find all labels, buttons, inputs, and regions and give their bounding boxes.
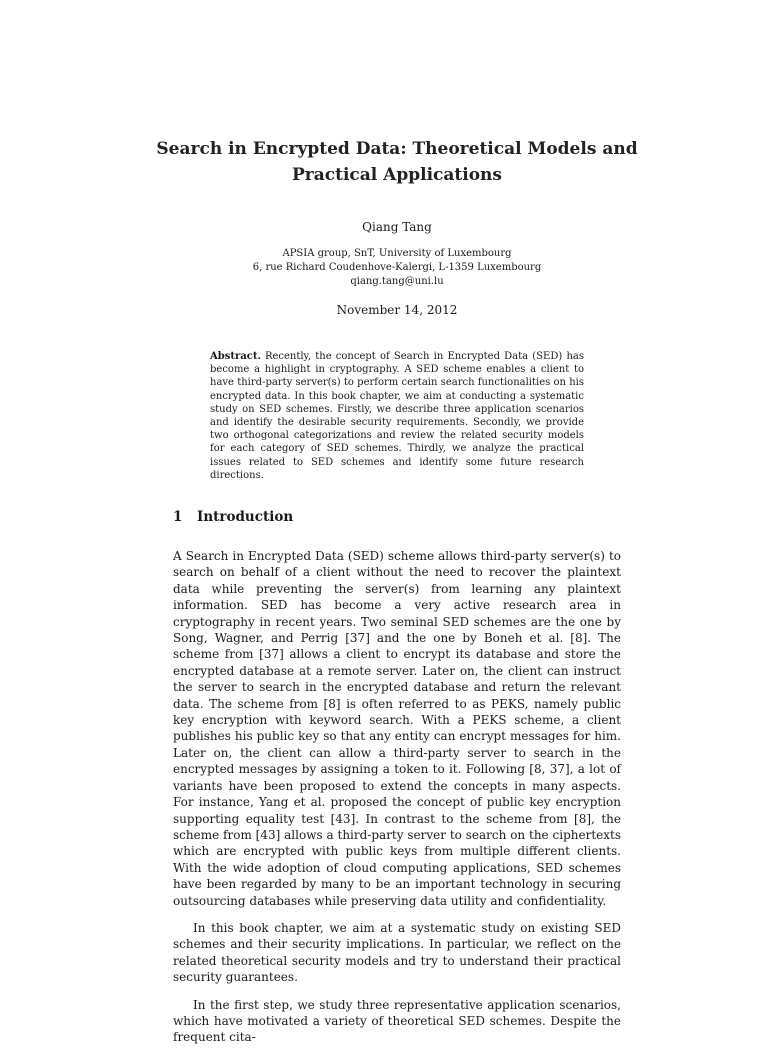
- section-number: 1: [173, 509, 183, 525]
- paper-title: Search in Encrypted Data: Theoretical Models and Practical Applications: [156, 139, 638, 185]
- abstract-label: Abstract.: [210, 351, 261, 362]
- author-affiliation: [0, 247, 768, 289]
- affiliation-address: 6, rue Richard Coudenhove-Kalergi, L-1359 Luxembourg: [252, 262, 542, 273]
- section-title: Introduction: [197, 509, 294, 525]
- section-heading: [173, 508, 293, 526]
- body-paragraph: A Search in Encrypted Data (SED) scheme allows third-party server(s) to search on behalf of a client without the need to recover the plaintext data while preventing the server(s) from learning any plaintext information. SED has become a very active research area in cryptography in recent years. Two seminal SED schemes are the one by Song, Wagner, and Perrig [37] and the one by Boneh et al. [8]. The scheme from [37] allows a client to encrypt its database and store the encrypted database at a remote server. Later on, the client can instruct the server to search in the encrypted database and return the relevant data. The scheme from [8] is often referred to as PEKS, namely public key encryption with keyword search. With a PEKS scheme, a client publishes his public key so that any entity can encrypt messages for him. Later on, the client can allow a third-party server to search in the encrypted messages by assigning a token to it. Following [8, 37], a lot of variants have been proposed to extend the concepts in many aspects. For instance, Yang et al. proposed the concept of public key encryption supporting equality test [43]. In contrast to the scheme from [8], the scheme from [43] allows a third-party server to search on the ciphertexts which are encrypted with public keys from multiple different clients. With the wide adoption of cloud computing applications, SED schemes have been regarded by many to be an important technology in securing outsourcing databases while preserving data utility and confidentiality.: [173, 549, 621, 908]
- body-paragraph: In the first step, we study three representative application scenarios, which have motivated a variety of theoretical SED schemes. Despite the frequent cita-: [173, 997, 621, 1045]
- body-paragraph: In this book chapter, we aim at a systematic study on existing SED schemes and their security implications. In particular, we reflect on the related theoretical security models and try to understand their practical security guarantees.: [173, 920, 621, 985]
- author-name: Qiang Tang: [362, 220, 432, 234]
- abstract: [210, 350, 584, 482]
- author-email: qiang.tang@uni.lu: [350, 276, 444, 287]
- affiliation-line: APSIA group, SnT, University of Luxembourg: [282, 248, 512, 259]
- paper-date: November 14, 2012: [336, 303, 458, 317]
- section-body: [173, 548, 621, 1057]
- abstract-text: Recently, the concept of Search in Encrypted Data (SED) has become a highlight in cryptography. A SED scheme enables a client to have third-party server(s) to perform certain search functionalities on his encrypted data. In this book chapter, we aim at conducting a systematic study on SED schemes. Firstly, we describe three application scenarios and identify the desirable security requirements. Secondly, we provide two orthogonal categorizations and review the related security models for each category of SED schemes. Thirdly, we analyze the practical issues related to SED schemes and identify some future research directions.: [210, 351, 584, 481]
